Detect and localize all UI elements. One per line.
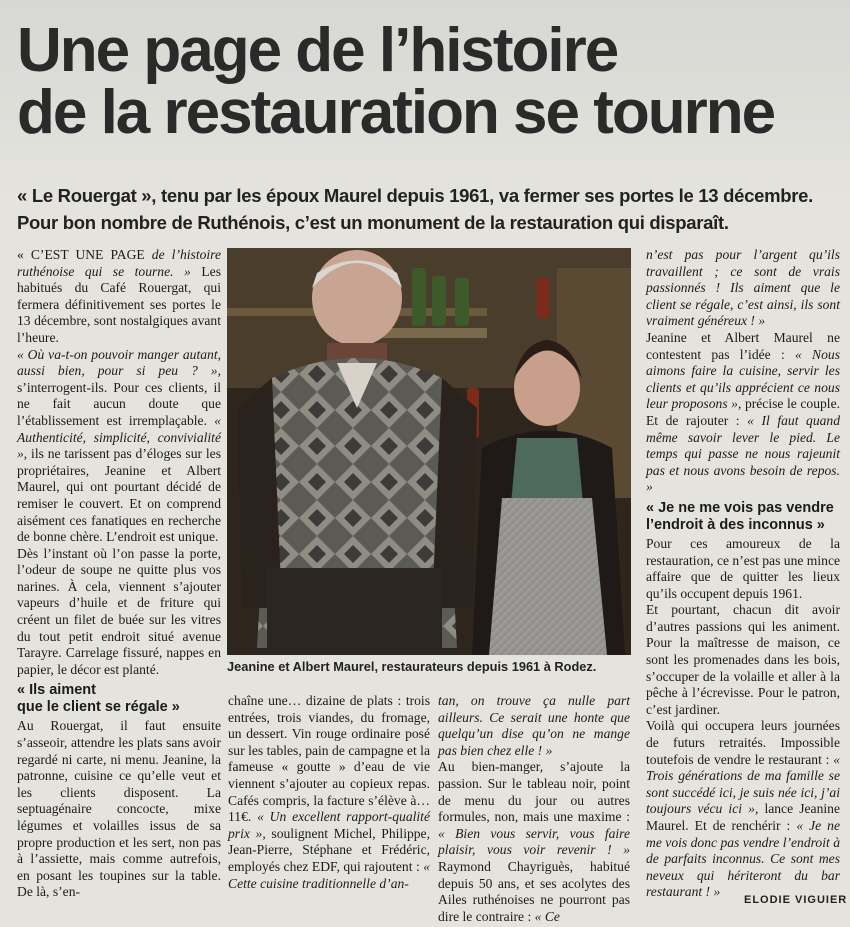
text: , ils ne tarissent pas d’éloges sur les propriétaires, Jeanine et Albert Maurel, qui ont pourtant décidé de remiser le couvert. Et on comprend aisément ces fanatiques en recherche de bonne chère. L’endroit est unique. [17,446,221,545]
subheading-1 [17,682,221,716]
paragraph [646,718,840,901]
lead-line-1: « Le Rouergat », tenu par les époux Maurel depuis 1961, va fermer ses portes le 13 décembre. [17,185,813,206]
headline-line-1: Une page de l’histoire [17,16,618,85]
text: , précise le couple. Et de rajouter : [646,396,841,428]
quote: « Trois générations de ma famille se sont succédé ici, je suis née ici, j’ai toujours vécu ici » [646,751,840,817]
paragraph [228,693,430,892]
paragraph: Pour ces amoureux de la restauration, ce n’est pas une mince affaire que de quitter les lieux qu’ils occupent depuis 1961. [646,535,841,601]
quote: tan, on trouve ça nulle part ailleurs. Ce serait une honte que quelqu’un dise qu’on ne mange pas bien chez elle ! » [438,693,630,758]
paragraph [438,693,630,759]
subheading-line: que le client se régale » [17,699,180,716]
quote: « Nous aimons faire la cuisine, servir les clients et qu’ils apprécient ce nous leur proposons » [646,346,840,412]
headline [17,16,837,147]
paragraph: Au Rouergat, il faut ensuite s’asseoir, attendre les plats sans avoir regardé ni carte, ni menu. Jeanine, la patronne, cuisine ce qu’elle veut et les clients disposent. La septuagénaire concocte, mixe légumes et volailles issus de sa propre production et les sert, non pas à l’assiette, mais comme autrefois, en posant les toupines sur la table. De là, s’en- [17,718,221,900]
text: chaîne une… dizaine de plats : trois entrées, trois viandes, du fromage, un dessert. Vin rouge ordinaire posé sur les tables, pain de campagne et la fameuse « goutte » d’eau de vie viennent s’ajouter au copieux repas. Cafés compris, la facture s’élève à… 11€. [228,693,430,825]
paragraph [646,330,840,496]
paragraph: Dès l’instant où l’on passe la porte, l’odeur de soupe ne quitte plus vos narines. À cela, viennent s’ajouter vapeurs d’huile et de friture qui créent un filet de buée sur les vitres du tout petit endroit situé avenue Tarayre. Carrelage fissuré, nappes en papier, le décor est planté. [17,545,221,677]
text: Raymond Chayriguès, habitué depuis 50 ans, et ses acolytes des Ailes ruthénoises ne pourront pas dire le contraire : [438,858,630,924]
article-column-1 [17,247,221,901]
paragraph [17,347,221,546]
quote: « Ce [531,908,560,924]
lead-paragraph [17,182,837,236]
quote: n’est pas pour l’argent qu’ils travaillent ; ce sont de vrais passionnés ! Ils aiment que le client se régale, c’est ainsi, ils sont vraiment généreux ! » [646,247,840,329]
text: « C’EST UNE PAGE [17,247,145,262]
text: Voilà qui occupera leurs journées de futurs retraités. Impossible toutefois de vendre le restaurant : [646,718,840,767]
photo-illustration [227,248,631,655]
article-column-3 [438,693,630,925]
text: Jeanine et Albert Maurel ne contestent pas l’idée : [646,329,840,362]
text: , lance Jeanine Maurel. Et de renchérir : [646,801,840,833]
paragraph: Et pourtant, chacun dit avoir d’autres passions qui les animent. Pour la maîtresse de maison, ce sont les promenades dans les bois, s’occuper de la volaille et aller à la pêche à l’écrevisse. Pour le patron, c’est jardiner. [646,602,840,717]
lead-line-2: Pour bon nombre de Ruthénois, c’est un monument de la restauration qui disparaît. [17,212,729,233]
paragraph [646,247,840,330]
quote: « Un excellent rapport-qualité prix » [228,809,430,841]
subheading-line: « Je ne me vois pas vendre [646,499,834,516]
quote: « Je ne me vois donc pas vendre l’endroit à de parfaits inconnus. Ce sont mes neveux qui hériteront du bar restaurant ! » [646,818,840,900]
quote: « Authenticité, simplicité, convivialité » [17,412,221,462]
quote: « Cette cuisine traditionnelle d’an- [228,858,430,891]
article-column-2 [228,693,430,892]
subheading-2 [646,500,840,534]
subheading-line: « Ils aiment [17,682,96,699]
photo-caption: Jeanine et Albert Maurel, restaurateurs depuis 1961 à Rodez. [227,659,597,674]
subheading-line: l’endroit à des inconnus » [646,516,825,533]
text: , s’interrogent-ils. Pour ces clients, il ne fait aucun doute que l’établissement est irremplaçable. [17,363,221,428]
text: , soulignent Michel, Philippe, Jean-Pierre, Stéphane et Frédéric, employés chez EDF, qui rajoutent : [228,825,430,874]
quote: « Où va-t-on pouvoir manger autant, aussi bien, pour si peu ? » [17,346,221,379]
quote: « Il faut quand même savoir lever le pied. Le temps qui passe ne nous rajeunit pas et nous avons besoin de repos. » [646,412,841,495]
headline-line-2: de la restauration se tourne [17,78,775,147]
paragraph [17,247,221,347]
text: Les habitués du Café Rouergat, qui fermera définitivement ses portes le 13 décembre, sont nostalgiques avant l’heure. [17,263,221,345]
photo-jeanine-albert-maurel [227,248,631,655]
article-column-4 [646,247,840,901]
paragraph [438,759,630,925]
byline: ELODIE VIGUIER [744,894,848,906]
quote: « Bien vous servir, vous faire plaisir, vous voir revenir ! » [438,825,630,858]
quote: de l’histoire ruthénoise qui se tourne. » [17,247,221,279]
text: Au bien-manger, s’ajoute la passion. Sur le tableau noir, point de menu du jour ou autres formules, non, mais une maxime : [438,759,630,825]
